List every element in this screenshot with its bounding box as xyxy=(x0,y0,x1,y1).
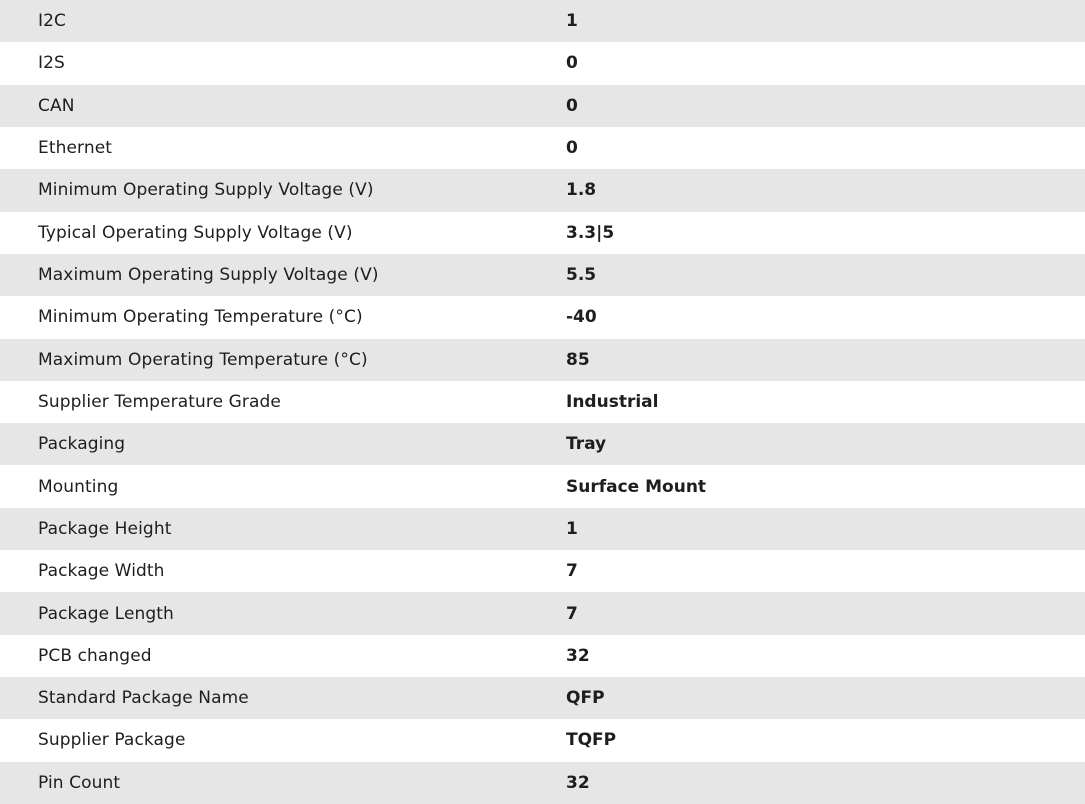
spec-label: Mounting xyxy=(38,476,119,497)
spec-value: 0 xyxy=(566,95,578,116)
table-row xyxy=(0,127,1085,169)
table-row xyxy=(0,0,1085,42)
spec-value: Tray xyxy=(566,434,607,455)
table-row xyxy=(0,592,1085,634)
spec-value: -40 xyxy=(566,307,597,328)
spec-label: Ethernet xyxy=(38,138,113,159)
spec-label: Pin Count xyxy=(38,772,121,793)
spec-label: Typical Operating Supply Voltage (V) xyxy=(38,222,353,243)
spec-label: Packaging xyxy=(38,434,126,455)
table-row xyxy=(0,719,1085,761)
spec-label: Package Height xyxy=(38,518,172,539)
spec-label: Minimum Operating Supply Voltage (V) xyxy=(38,180,374,201)
spec-value: QFP xyxy=(566,688,605,709)
table-row xyxy=(0,508,1085,550)
table-row xyxy=(0,677,1085,719)
table-row xyxy=(0,169,1085,211)
spec-label: Package Length xyxy=(38,603,174,624)
spec-label: Maximum Operating Temperature (°C) xyxy=(38,349,368,370)
spec-label: CAN xyxy=(38,95,75,116)
spec-value: 3.3|5 xyxy=(566,222,615,243)
spec-label: Minimum Operating Temperature (°C) xyxy=(38,307,363,328)
spec-value: 32 xyxy=(566,772,590,793)
spec-value: 1 xyxy=(566,518,578,539)
table-row xyxy=(0,381,1085,423)
table-row xyxy=(0,339,1085,381)
table-row xyxy=(0,85,1085,127)
table-row xyxy=(0,635,1085,677)
table-row xyxy=(0,423,1085,465)
spec-label: I2C xyxy=(38,11,66,32)
spec-label: Supplier Package xyxy=(38,730,186,751)
spec-value: TQFP xyxy=(566,730,617,751)
spec-value: 85 xyxy=(566,349,590,370)
table-row xyxy=(0,296,1085,338)
spec-value: Surface Mount xyxy=(566,476,707,497)
table-row xyxy=(0,762,1085,804)
spec-label: PCB changed xyxy=(38,645,152,666)
table-row xyxy=(0,254,1085,296)
spec-label: Package Width xyxy=(38,561,165,582)
spec-value: 0 xyxy=(566,138,578,159)
spec-label: Standard Package Name xyxy=(38,688,249,709)
table-row xyxy=(0,465,1085,507)
spec-value: 0 xyxy=(566,53,578,74)
spec-value: Industrial xyxy=(566,391,659,412)
table-row xyxy=(0,42,1085,84)
spec-value: 32 xyxy=(566,645,590,666)
spec-value: 1.8 xyxy=(566,180,597,201)
table-row xyxy=(0,212,1085,254)
spec-label: I2S xyxy=(38,53,65,74)
spec-value: 7 xyxy=(566,603,578,624)
spec-value: 5.5 xyxy=(566,265,597,286)
table-row xyxy=(0,550,1085,592)
spec-value: 7 xyxy=(566,561,578,582)
spec-label: Supplier Temperature Grade xyxy=(38,391,281,412)
spec-label: Maximum Operating Supply Voltage (V) xyxy=(38,265,379,286)
spec-value: 1 xyxy=(566,11,578,32)
